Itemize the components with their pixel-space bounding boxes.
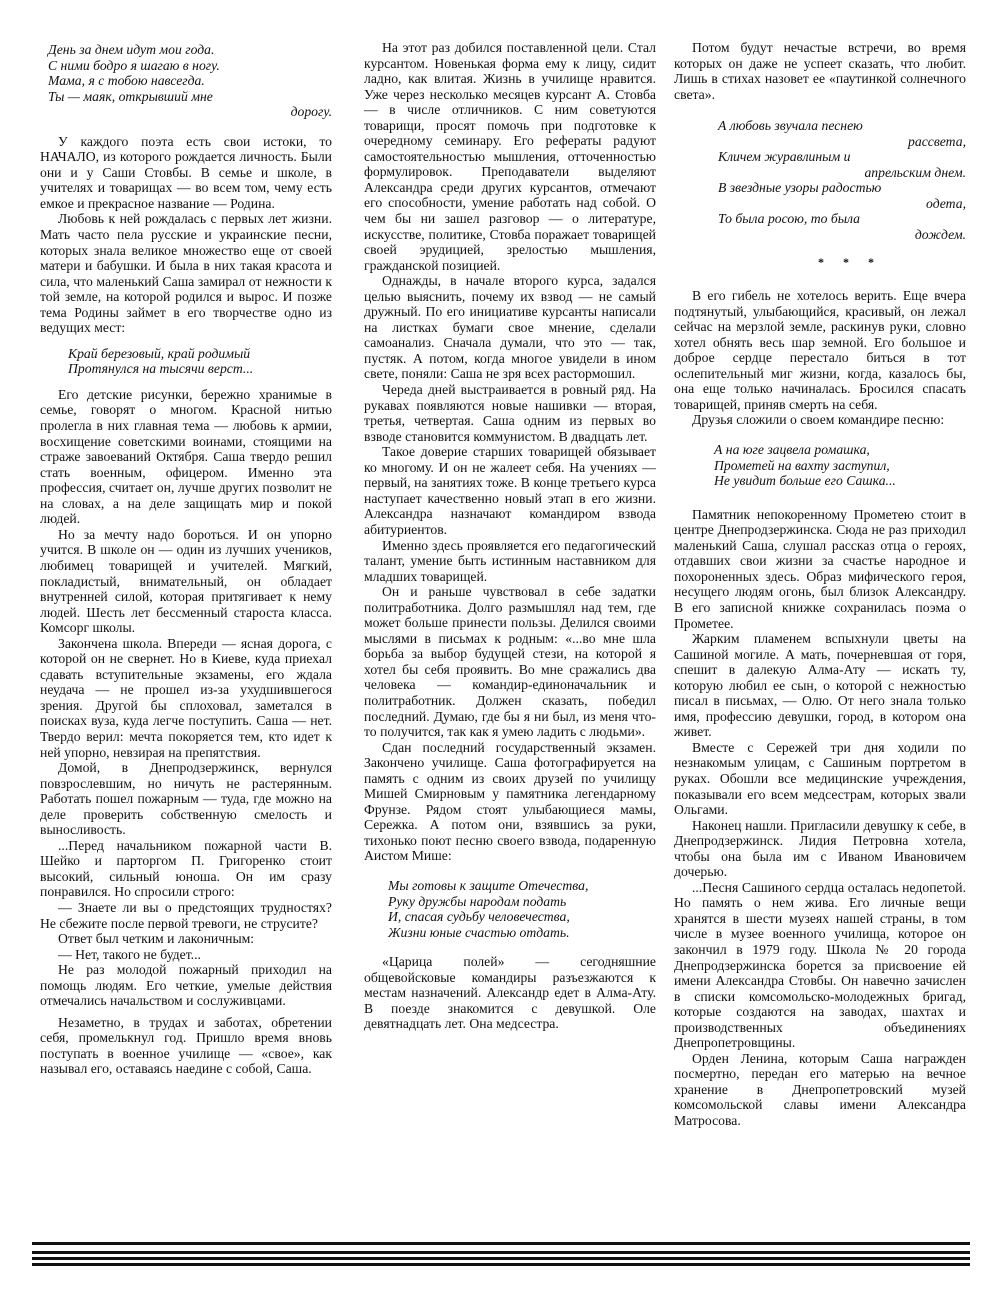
paragraph: Жарким пламенем вспыхнули цветы на Сашиной могиле. А мать, почерневшая от горя, спешит в далекую Алма-Ату — искать ту, которую любил ее сын, о которой с нежностью писал в письмах, — Олю. От него знала только имя, профессию девушки, город, в котором она живет. xyxy=(674,631,966,740)
paragraph: ...Перед начальником пожарной части В. Шейко и парторгом П. Григоренко стоит высокий, сильный юноша. Он им сразу понравился. Но спросили строго: xyxy=(40,837,332,900)
verse-line: То была росою, то была xyxy=(718,211,860,227)
verse-line: дождем. xyxy=(914,227,966,243)
verse-line: А на юге зацвела ромашка, xyxy=(714,442,870,458)
paragraph: Наконец нашли. Пригласили девушку к себе, в Днепродзержинск. Лидия Петровна хотела, чтобы она была им с Иваном Ивановичем дочерью. xyxy=(674,817,966,880)
verse-line: Кличем журавлиным и xyxy=(718,149,851,165)
verse-platoon-song xyxy=(388,878,656,940)
paragraph: Домой, в Днепродзержинск, вернулся повзрослевшим, но ничуть не растерянным. Работать пошел пожарным — туда, где можно на деле проверить собственную смелость и выносливость. xyxy=(40,760,332,838)
paragraph: Потом будут нечастые встречи, во время которых он даже не успеет сказать, что любит. Лишь в стихах назовет ее «паутинкой солнечного света». xyxy=(674,40,966,102)
verse-line: Мама, я с тобою навсегда. xyxy=(48,73,205,89)
verse-line: И, спасая судьбу человечества, xyxy=(388,909,570,925)
paragraph: ...Песня Сашиного сердца осталась недопетой. Но память о нем жива. Его личные вещи хранятся в шести музеях нашей страны, в том числе в музее военного училища, которое он закончил в 1979 году. Школа № 20 города Днепродзержинска борется за присвоение ей имени Александра Стовбы. Он навечно зачислен в списки комсомольско-молодежных бригад, которые создаются на заводах, шахтах и производственных объединениях Днепропетровщины. xyxy=(674,879,966,1051)
section-divider-stars: * * * xyxy=(818,254,882,269)
verse-love xyxy=(718,118,966,242)
paragraph: На этот раз добился поставленной цели. Стал курсантом. Новенькая форма ему к лицу, сидит ладно, как влитая. Жизнь в училище нравится. Уже через несколько месяцев курсант А. Стовба — в числе отличников. С ним советуются товарищи, просят помочь при подготовке к очередному семинару. Его рефераты радуют самостоятельностью мышления, отточенностью формулировок. Преподаватели выделяют Александра среди других курсантов, отмечают его способности, умение работать над собой. О чем бы ни зашел разговор — о литературе, искусстве, политике, Стовба поражает товарищей своей эрудицией, зрелостью мышления, гражданской позицией. xyxy=(364,40,656,273)
verse-line: Ты — маяк, открывший мне xyxy=(48,88,213,104)
verse-line: Руку дружбы народам подать xyxy=(388,893,567,909)
paragraph: Но за мечту надо бороться. И он упорно учится. В школе он — один из лучших учеников, любимец товарищей и учителей. Мягкий, покладистый, внимательный, он обладает внутренней силой, которая притягивает к нему людей. Шесть лет бессменный староста класса. Комсорг школы. xyxy=(40,526,332,636)
paragraph: Именно здесь проявляется его педагогический талант, умение быть истинным наставником для младших товарищей. xyxy=(364,537,656,584)
paragraph: — Нет, такого не будет... xyxy=(58,946,201,962)
paragraph: Сдан последний государственный экзамен. Закончено училище. Саша фотографируется на память с одним из своих друзей по училищу Мишей Смирновым у памятника легендарному Фрунзе. Рядом стоят улыбающиеся мамы, Сережка. А потом они, взявшись за руки, тихонько поют песню своего взвода, подаренную Аистом Мише: xyxy=(364,739,656,864)
paragraph: Вместе с Сережей три дня ходили по незнакомым улицам, с Сашиным портретом в руках. Обошли все медицинские учреждения, показывали его всем медсестрам, которых звали Ольгами. xyxy=(674,739,966,818)
paragraph: Он и раньше чувствовал в себе задатки политработника. Долго размышлял над тем, где может больше принести пользы. Делился своими мыслями в письмах к родным: «...во мне шла борьба за выбор будущей стези, на которой я хотел бы себя проявить. Во мне сражались два человека — командир-единоначальник и политработник. Должен сказать, победил последний. Думаю, где бы я ни был, из меня что-то получится, так как я умею ладить с людьми». xyxy=(364,584,656,740)
paragraph: Не раз молодой пожарный приходил на помощь людям. Его четкие, умелые действия отмечались начальством и сослуживцами. xyxy=(40,962,332,1009)
verse-line: Не увидит больше его Сашка... xyxy=(714,473,896,489)
verse-line: апрельским днем. xyxy=(864,164,966,180)
verse-line: День за днем идут мои года. xyxy=(48,42,215,57)
paragraph: Любовь к ней рождалась с первых лет жизни. Мать часто пела русские и украинские песни, которых знала великое множество еще от своей матери и бабушки. И была в них такая красота и сила, что маленький Саша замирал от нежности к той земле, на которой родился и вырос. И позже тема Родины займет в его творчестве одно из ведущих мест: xyxy=(40,211,332,336)
verse-line: В звездные узоры радостью xyxy=(718,180,882,196)
verse-line: А любовь звучала песнею xyxy=(718,118,863,134)
paragraph: Его детские рисунки, бережно хранимые в семье, говорят о многом. Красной нитью пролегла в них главная тема — любовь к армии, восхищение советскими воинами, стоящими на страже завоеваний Октября. Саша твердо решил стать военным, офицером. Именно эта профессия, считает он, лучше других позволит не на словах, а на деле защищать мир и покой людей. xyxy=(40,386,332,527)
paragraph: Закончена школа. Впереди — ясная дорога, с которой он не свернет. Но в Киеве, куда приехал сдавать вступительные экзамены, его ждала неудача — не прошел из-за ухудшившегося зрения. Другой бы сплоховал, заметался в поисках вуза, куда легче поступить. Саша — нет. Твердо верил: мечта покоряется тем, кто идет к ней упорно, невзирая на препятствия. xyxy=(40,635,332,760)
verse-line: Протянулся на тысячи верст... xyxy=(68,361,254,377)
paragraph: Череда дней выстраивается в ровный ряд. На рукавах появляются новые нашивки — вторая, третья, четвертая. Саша одним из первых во взводе становится коммунистом. В двадцать лет. xyxy=(364,382,656,444)
paragraph: У каждого поэта есть свои истоки, то НАЧАЛО, из которого рождается личность. Были они и у Саши Стовбы. В семье и школе, в учителях и товарищах — во всем том, чему есть емкое и прекрасное название — Родина. xyxy=(40,133,332,211)
paragraph: Друзья сложили о своем командире песню: xyxy=(692,412,945,428)
paragraph: «Царица полей» — сегодняшние общевойсковые командиры разъезжаются к местам назначений. Александр едет в Алма-Ату. В поезде знакомится с девушкой. Оле девятнадцать лет. Она медсестра. xyxy=(364,954,656,1032)
verse-line: Прометей на вахту заступил, xyxy=(714,457,890,473)
verse-line: Жизни юные счастью отдать. xyxy=(388,924,570,940)
verse-line: рассвета, xyxy=(908,133,966,149)
paragraph: Незаметно, в трудах и заботах, обретении себя, промелькнул год. Пришло время вновь поступать в военное училище — «свое», как называл его, оставаясь наедине с собой, Саша. xyxy=(40,1014,332,1077)
paragraph: Однажды, в начале второго курса, задался целью выяснить, почему их взвод — не самый дружный. По его инициативе курсанты написали на листках бумаги свое мнение, сделали самоанализ. Сначала думали, что это — так, пустяк. А потом, когда многое увидели в ином свете, поняли: Саша не зря всех растормошил. xyxy=(364,273,656,382)
rule-line xyxy=(32,1257,970,1260)
rule-line xyxy=(32,1251,970,1254)
paragraph: — Знаете ли вы о предстоящих трудностях? Не сбежите после первой тревоги, не струсите? xyxy=(40,899,332,931)
paragraph: Ответ был четким и лаконичным: xyxy=(58,931,255,947)
paragraph: Памятник непокоренному Прометею стоит в центре Днепродзержинска. Сюда не раз приходил маленький Саша, слушал рассказ отца о героях, отдавших свои жизни за счастье народное и похороненных здесь. Образ мифического героя, несущего людям огонь, был близок Александру. В его записной книжке сохранилась поэма о Прометее. xyxy=(674,506,966,631)
verse-line: дорогу. xyxy=(290,104,332,120)
column-2 xyxy=(364,40,656,1032)
column-3 xyxy=(674,40,966,1129)
paragraph: Такое доверие старших товарищей обязывает ко многому. И он не жалеет себя. На учениях — первый, на занятиях тоже. В конце третьего курса наступает качественно новый этап в его жизни. Александра назначают командиром взвода абитуриентов. xyxy=(364,444,656,537)
rule-line xyxy=(32,1263,970,1266)
verse-line: Мы готовы к защите Отечества, xyxy=(388,877,589,893)
verse-line: Край березовый, край родимый xyxy=(68,345,251,361)
column-1 xyxy=(40,40,332,1077)
verse-line: С ними бодро я шагаю в ногу. xyxy=(48,57,220,73)
verse-homeland xyxy=(68,346,332,377)
paragraph: В его гибель не хотелось верить. Еще вчера подтянутый, улыбающийся, красивый, он лежал сейчас на мерзлой земле, раскинув руки, словно хотел обнять весь шар земной. Его большое и доброе сердце перестало биться в тот ослепительный миг жизни, когда, казалось бы, она еще только начиналась. Бросился спасать товарищей, приняв смерть на себя. xyxy=(674,288,966,412)
paragraph: Орден Ленина, которым Саша награжден посмертно, передан его матерью на вечное хранение в Днепропетровский музей комсомольской славы имени Александра Матросова. xyxy=(674,1050,966,1128)
verse-line: одета, xyxy=(926,195,966,211)
verse-chamomile xyxy=(714,442,966,489)
bottom-decorative-rule xyxy=(32,1242,970,1266)
epigraph-verse xyxy=(48,42,332,120)
